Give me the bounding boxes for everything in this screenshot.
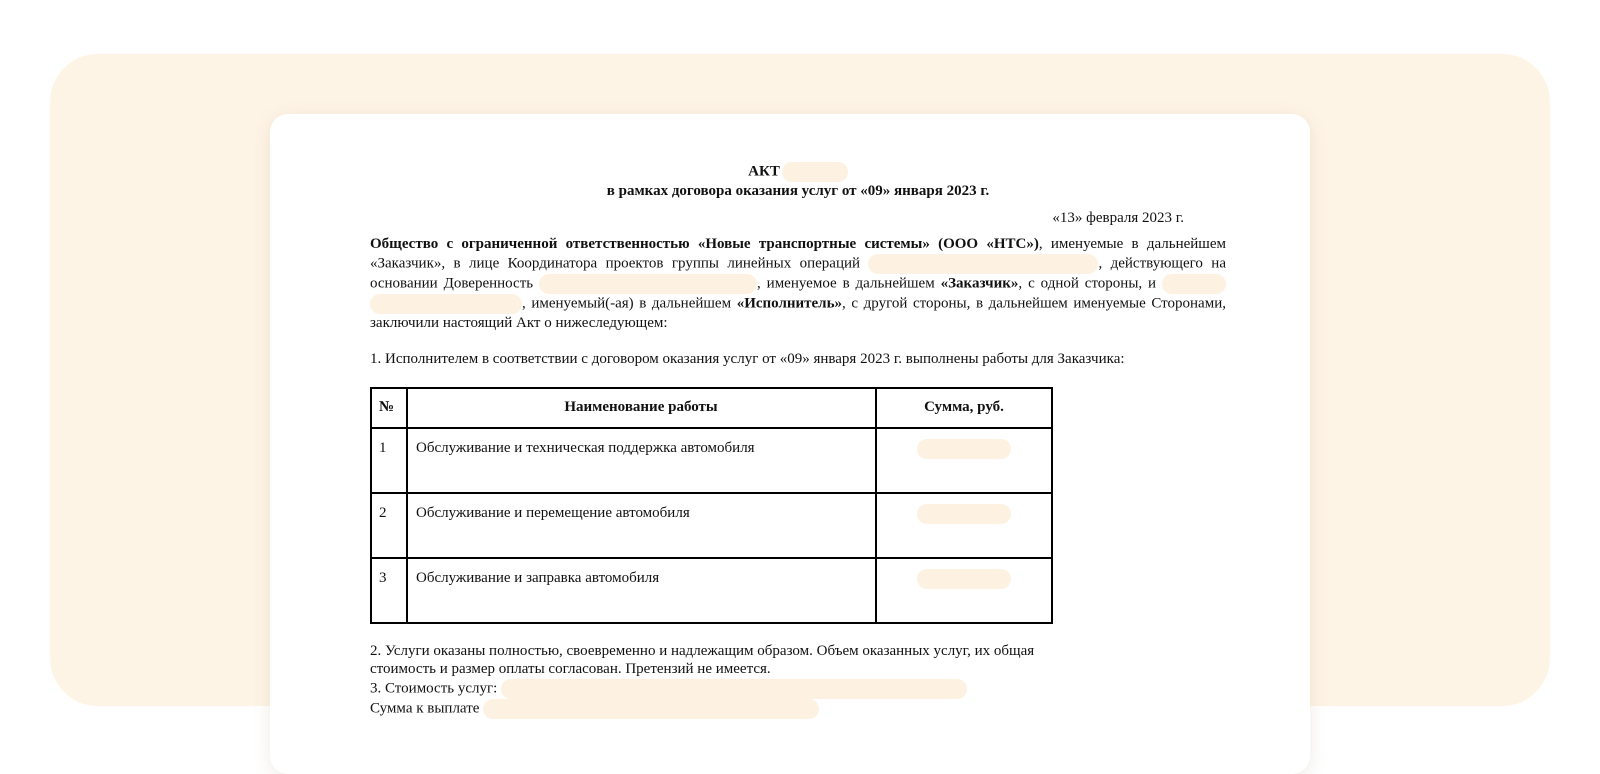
redacted-executor-a: [1162, 274, 1226, 294]
redacted-coordinator: [868, 254, 1098, 274]
intro-paragraph: [370, 235, 1226, 332]
clause-4-label: Сумма к выплате: [370, 699, 480, 716]
row-number: 3: [371, 558, 407, 623]
works-table: [370, 387, 1053, 624]
clause-2: [370, 642, 1226, 679]
customer-term: «Заказчик»: [940, 274, 1019, 291]
row-number: 2: [371, 493, 407, 558]
redacted-cost: [501, 679, 967, 699]
intro-text-5: , именуемый(-ая) в дальнейшем: [522, 294, 737, 311]
intro-text-6: , с другой стороны, в дальнейшем именуемые Сторонами, заключили настоящий Акт о нижеследующем:: [370, 294, 1226, 331]
doc-title-text: АКТ: [748, 163, 780, 180]
doc-subtitle: в рамках договора оказания услуг от «09» января 2023 г.: [606, 183, 990, 199]
row-sum: [876, 493, 1052, 558]
clause-2-line-2: стоимость и размер оплаты согласован. Претензий не имеется.: [370, 661, 771, 677]
executor-term: «Исполнитель»: [736, 294, 843, 311]
clause-2-line-1: 2. Услуги оказаны полностью, своевременно и надлежащим образом. Объем оказанных услуг, их общая: [370, 642, 1035, 659]
doc-date: «13» февраля 2023 г.: [1052, 209, 1184, 226]
intro-text-3: , именуемое в дальнейшем: [757, 274, 941, 291]
document-body: [370, 162, 1226, 719]
redacted-payment: [483, 699, 819, 719]
redacted-number: [782, 162, 848, 182]
header-work-name: Наименование работы: [407, 388, 876, 428]
header-number: №: [371, 388, 407, 428]
document-sheet: [270, 114, 1310, 774]
clause-4: [370, 699, 1226, 719]
intro-text-1: , именуемые в дальнейшем «Заказчик», в лице Координатора проектов группы линейных операций: [370, 236, 1226, 271]
intro-text-4: , с одной стороны, и: [1018, 274, 1162, 291]
clause-3: [370, 679, 1226, 699]
doc-title: [370, 162, 1226, 182]
row-work-name: Обслуживание и заправка автомобиля: [407, 558, 876, 623]
row-work-name: Обслуживание и перемещение автомобиля: [407, 493, 876, 558]
clause-3-label: 3. Стоимость услуг:: [370, 679, 498, 696]
redacted-executor-b: [370, 294, 522, 314]
header-sum: Сумма, руб.: [876, 388, 1052, 428]
row-work-name: Обслуживание и техническая поддержка автомобиля: [407, 428, 876, 493]
row-sum: [876, 558, 1052, 623]
redacted-power-of-attorney: [539, 274, 757, 294]
row-sum: [876, 428, 1052, 493]
table-row: [371, 558, 1052, 623]
clause-1: 1. Исполнителем в соответствии с договором оказания услуг от «09» января 2023 г. выполнены работы для Заказчика:: [370, 351, 1125, 367]
table-header-row: [371, 388, 1052, 428]
background-panel: [50, 54, 1550, 716]
redacted-sum: [917, 569, 1011, 589]
redacted-sum: [917, 504, 1011, 524]
table-row: [371, 493, 1052, 558]
row-number: 1: [371, 428, 407, 493]
table-row: [371, 428, 1052, 493]
intro-text-2: , действующего на основании Доверенность: [370, 254, 1226, 291]
redacted-sum: [917, 439, 1011, 459]
company-name: Общество с ограниченной ответственностью «Новые транспортные системы» (ООО «НТС»): [370, 236, 1039, 252]
